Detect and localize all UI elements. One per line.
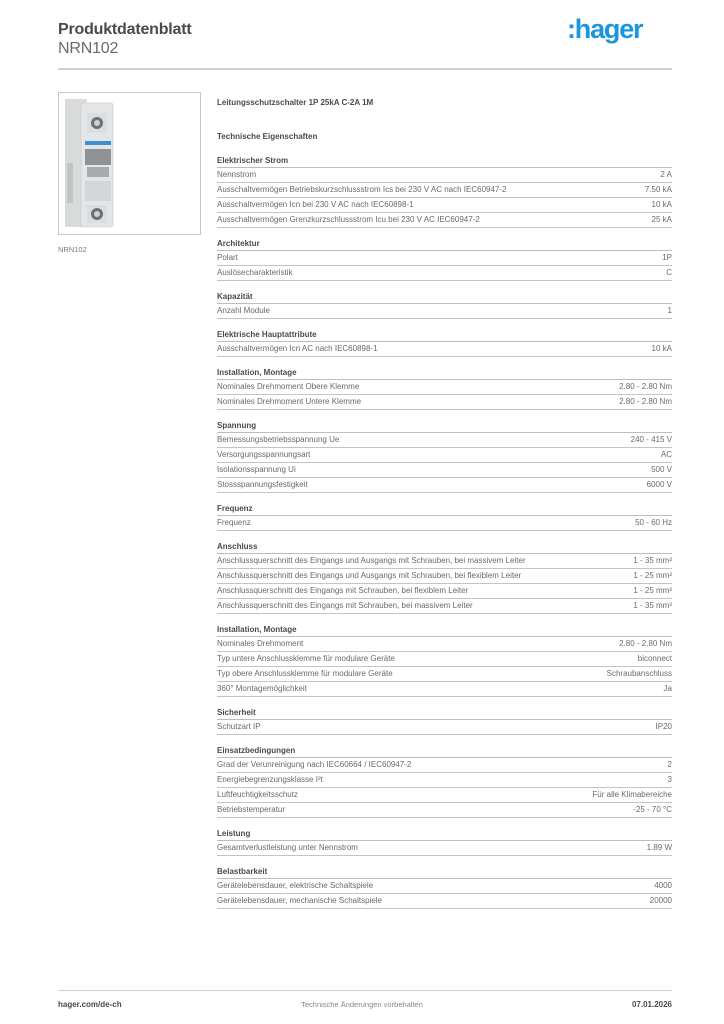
spec-value: 2 [667, 760, 672, 769]
spec-label: Grad der Verunreinigung nach IEC60664 / IEC60947-2 [217, 760, 412, 769]
spec-section-electrical-current [217, 155, 672, 228]
spec-row [217, 652, 672, 667]
spec-label: Auslösecharakteristik [217, 268, 293, 277]
spec-row [217, 894, 672, 909]
spec-value: 25 kA [651, 215, 672, 224]
spec-label: Bemessungsbetriebsspannung Ue [217, 435, 340, 444]
spec-row [217, 213, 672, 228]
spec-row [217, 554, 672, 569]
spec-section-frequency [217, 503, 672, 531]
spec-value: 240 - 415 V [630, 435, 672, 444]
spec-value: biconnect [637, 654, 672, 663]
spec-row [217, 758, 672, 773]
section-title: Kapazität [217, 291, 672, 304]
spec-row [217, 599, 672, 614]
spec-label: Betriebstemperatur [217, 805, 286, 814]
spec-value: Ja [663, 684, 672, 693]
spec-label: Ausschaltvermögen Icn AC nach IEC60898-1 [217, 344, 378, 353]
section-title: Architektur [217, 238, 672, 251]
spec-label: Gerätelebensdauer, elektrische Schaltspiele [217, 881, 374, 890]
spec-section-connection [217, 541, 672, 614]
spec-value: 20000 [649, 896, 672, 905]
spec-row [217, 788, 672, 803]
spec-label: Nominales Drehmoment [217, 639, 304, 648]
spec-row [217, 879, 672, 894]
spec-label: Nominales Drehmoment Untere Klemme [217, 397, 362, 406]
spec-value: 1 - 35 mm² [633, 601, 672, 610]
spec-row [217, 584, 672, 599]
spec-value: 4000 [654, 881, 672, 890]
spec-label: Nominales Drehmoment Obere Klemme [217, 382, 360, 391]
spec-row [217, 342, 672, 357]
spec-section-voltage [217, 420, 672, 493]
spec-value: -25 - 70 °C [633, 805, 672, 814]
spec-value: 1 [667, 306, 672, 315]
spec-value: 500 V [651, 465, 672, 474]
spec-label: Ausschaltvermögen Grenzkurzschlussstrom Icu bei 230 V AC IEC60947-2 [217, 215, 480, 224]
spec-row [217, 516, 672, 531]
spec-row [217, 478, 672, 493]
spec-section-main-electrical [217, 329, 672, 357]
spec-section-architecture [217, 238, 672, 281]
spec-section-installation-1 [217, 367, 672, 410]
spec-row [217, 841, 672, 856]
product-code: NRN102 [58, 40, 119, 57]
spec-label: Isolationsspannung Ui [217, 465, 296, 474]
section-title: Elektrischer Strom [217, 155, 672, 168]
spec-content [217, 96, 672, 909]
section-title: Installation, Montage [217, 624, 672, 637]
spec-section-performance [217, 828, 672, 856]
spec-label: Gesamtverlustleistung unter Nennstrom [217, 843, 358, 852]
spec-label: Versorgungsspannungsart [217, 450, 311, 459]
spec-label: Ausschaltvermögen Icn bei 230 V AC nach IEC60898-1 [217, 200, 414, 209]
spec-value: 7.50 kA [644, 185, 672, 194]
spec-label: Stossspannungsfestigkeit [217, 480, 308, 489]
spec-value: 10 kA [651, 200, 672, 209]
section-title: Sicherheit [217, 707, 672, 720]
spec-value: 2.80 - 2.80 Nm [619, 639, 672, 648]
spec-value: 50 - 60 Hz [635, 518, 672, 527]
spec-row [217, 168, 672, 183]
spec-section-installation-2 [217, 624, 672, 697]
technical-properties-heading: Technische Eigenschaften [217, 132, 318, 141]
section-title: Belastbarkeit [217, 866, 672, 879]
spec-row [217, 569, 672, 584]
section-title: Elektrische Hauptattribute [217, 329, 672, 342]
spec-row [217, 380, 672, 395]
header-divider [58, 68, 672, 70]
spec-label: Polart [217, 253, 238, 262]
section-title: Einsatzbedingungen [217, 745, 672, 758]
spec-value: 3 [667, 775, 672, 784]
section-title: Spannung [217, 420, 672, 433]
section-title: Frequenz [217, 503, 672, 516]
spec-label: Schutzart IP [217, 722, 261, 731]
spec-value: 1 - 35 mm² [633, 556, 672, 565]
spec-value: AC [660, 450, 672, 459]
section-title: Anschluss [217, 541, 672, 554]
spec-row [217, 304, 672, 319]
spec-label: 360° Montagemöglichkeit [217, 684, 307, 693]
spec-row [217, 266, 672, 281]
spec-label: Frequenz [217, 518, 251, 527]
spec-label: Typ obere Anschlussklemme für modulare Geräte [217, 669, 393, 678]
product-name: Leitungsschutzschalter 1P 25kA C-2A 1M [217, 98, 374, 107]
spec-row [217, 637, 672, 652]
spec-row [217, 773, 672, 788]
spec-row [217, 463, 672, 478]
circuit-breaker-image-icon [59, 93, 200, 234]
spec-row [217, 448, 672, 463]
spec-row [217, 720, 672, 735]
spec-sections [217, 155, 672, 909]
spec-value: 2 A [660, 170, 672, 179]
spec-value: 10 kA [651, 344, 672, 353]
spec-row [217, 198, 672, 213]
spec-row [217, 183, 672, 198]
spec-label: Anschlussquerschnitt des Eingangs mit Schrauben, bei massivem Leiter [217, 601, 473, 610]
spec-value: Schraubanschluss [606, 669, 672, 678]
spec-value: 1P [662, 253, 672, 262]
spec-label: Anschlussquerschnitt des Eingangs und Ausgangs mit Schrauben, bei flexiblem Leiter [217, 571, 522, 580]
spec-value: IP20 [655, 722, 672, 731]
spec-label: Typ untere Anschlussklemme für modulare Geräte [217, 654, 395, 663]
spec-label: Gerätelebensdauer, mechanische Schaltspiele [217, 896, 382, 905]
spec-value: 1.89 W [646, 843, 672, 852]
spec-section-durability [217, 866, 672, 909]
spec-label: Energiebegrenzungsklasse I²t [217, 775, 323, 784]
spec-value: 2.80 - 2.80 Nm [619, 382, 672, 391]
section-title: Installation, Montage [217, 367, 672, 380]
spec-row [217, 433, 672, 448]
spec-label: Nennstrom [217, 170, 257, 179]
disclaimer: Technische Änderungen vorbehalten [301, 1000, 423, 1009]
spec-row [217, 803, 672, 818]
spec-label: Anzahl Module [217, 306, 270, 315]
spec-row [217, 251, 672, 266]
website-link[interactable]: hager.com/de-ch [58, 1000, 122, 1009]
footer-divider [58, 990, 672, 991]
section-title: Leistung [217, 828, 672, 841]
spec-section-operating-conditions [217, 745, 672, 818]
spec-value: 1 - 25 mm² [633, 586, 672, 595]
product-image [58, 92, 201, 235]
spec-section-capacity [217, 291, 672, 319]
spec-label: Anschlussquerschnitt des Eingangs und Ausgangs mit Schrauben, bei massivem Leiter [217, 556, 526, 565]
spec-value: Für alle Klimabereiche [592, 790, 672, 799]
spec-value: 1 - 25 mm² [633, 571, 672, 580]
spec-value: 6000 V [646, 480, 672, 489]
document-date: 07.01.2026 [631, 1000, 672, 1009]
hager-logo: :hager [567, 14, 643, 44]
document-title: Produktdatenblatt [58, 21, 192, 38]
spec-label: Luftfeuchtigkeitsschutz [217, 790, 298, 799]
spec-section-safety [217, 707, 672, 735]
spec-value: 2.80 - 2.80 Nm [619, 397, 672, 406]
spec-label: Anschlussquerschnitt des Eingangs mit Schrauben, bei flexiblem Leiter [217, 586, 469, 595]
spec-row [217, 682, 672, 697]
spec-label: Ausschaltvermögen Betriebskurzschlussstrom Ics bei 230 V AC nach IEC60947-2 [217, 185, 507, 194]
spec-row [217, 395, 672, 410]
image-caption: NRN102 [58, 245, 87, 254]
spec-row [217, 667, 672, 682]
spec-value: C [666, 268, 672, 277]
